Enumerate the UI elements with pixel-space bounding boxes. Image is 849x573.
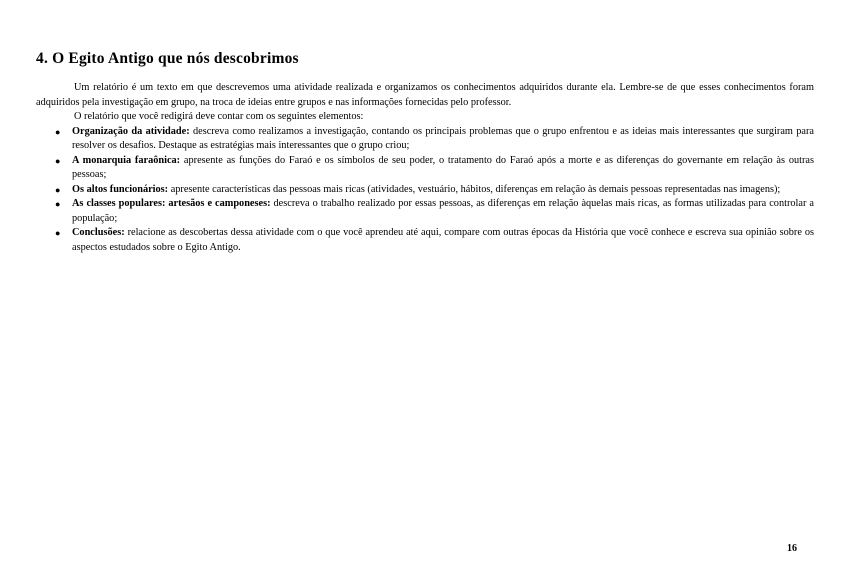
item-label: As classes populares: artesãos e camponeses: (72, 198, 271, 209)
document-page (36, 50, 814, 255)
report-elements-list (36, 125, 814, 256)
page-number: 16 (787, 543, 797, 554)
bullet-icon: ● (55, 155, 61, 166)
item-text: descreva como realizamos a investigação, contando os principais problemas que o grupo enfrentou e as ideias mais interessantes que surgiram para resolver os desafios. Destaque as estratégias mais interessantes que o grupo criou; (72, 125, 814, 151)
intro-paragraph: Um relatório é um texto em que descrevemos uma atividade realizada e organizamos os conhecimentos adquiridos durante ela. Lembre-se de que esses conhecimentos foram adquiridos pela investigação em grupo, na troca de ideias entre grupos e nas informações fornecidas pelo professor. (36, 82, 814, 108)
item-text: apresente as funções do Faraó e os símbolos de seu poder, o tratamento do Faraó após a morte e as diferenças do governante em relação às outras pessoas; (72, 154, 814, 180)
bullet-icon: ● (55, 199, 61, 209)
list-item (36, 183, 814, 198)
item-label: Conclusões: (72, 227, 125, 238)
item-label: A monarquia faraônica: (72, 154, 181, 166)
item-label: Organização da atividade: (72, 125, 190, 137)
bullet-icon: ● (55, 184, 61, 195)
item-text: descreva o trabalho realizado por essas pessoas, as diferenças em relação àquelas mais ricas, as formas utilizadas para controlar a população; (72, 198, 814, 224)
item-text: relacione as descobertas dessa atividade com o que você aprendeu até aqui, compare com outras épocas da História que você conhece e escreva sua opinião sobre os aspectos estudados sobre o Egito Antigo. (72, 227, 814, 253)
bullet-icon: ● (55, 228, 61, 238)
item-label: Os altos funcionários: (72, 183, 169, 195)
lead-paragraph: O relatório que você redigirá deve contar com os seguintes elementos: (74, 111, 364, 122)
list-item (36, 125, 814, 154)
list-item (36, 197, 814, 226)
item-text: apresente características das pessoas mais ricas (atividades, vestuário, hábitos, diferenças em relação às demais pessoas representadas nas imagens); (168, 183, 781, 195)
list-item (36, 226, 814, 255)
section-heading: 4. O Egito Antigo que nós descobrimos (36, 50, 299, 67)
list-item (36, 154, 814, 183)
bullet-icon: ● (55, 126, 61, 137)
